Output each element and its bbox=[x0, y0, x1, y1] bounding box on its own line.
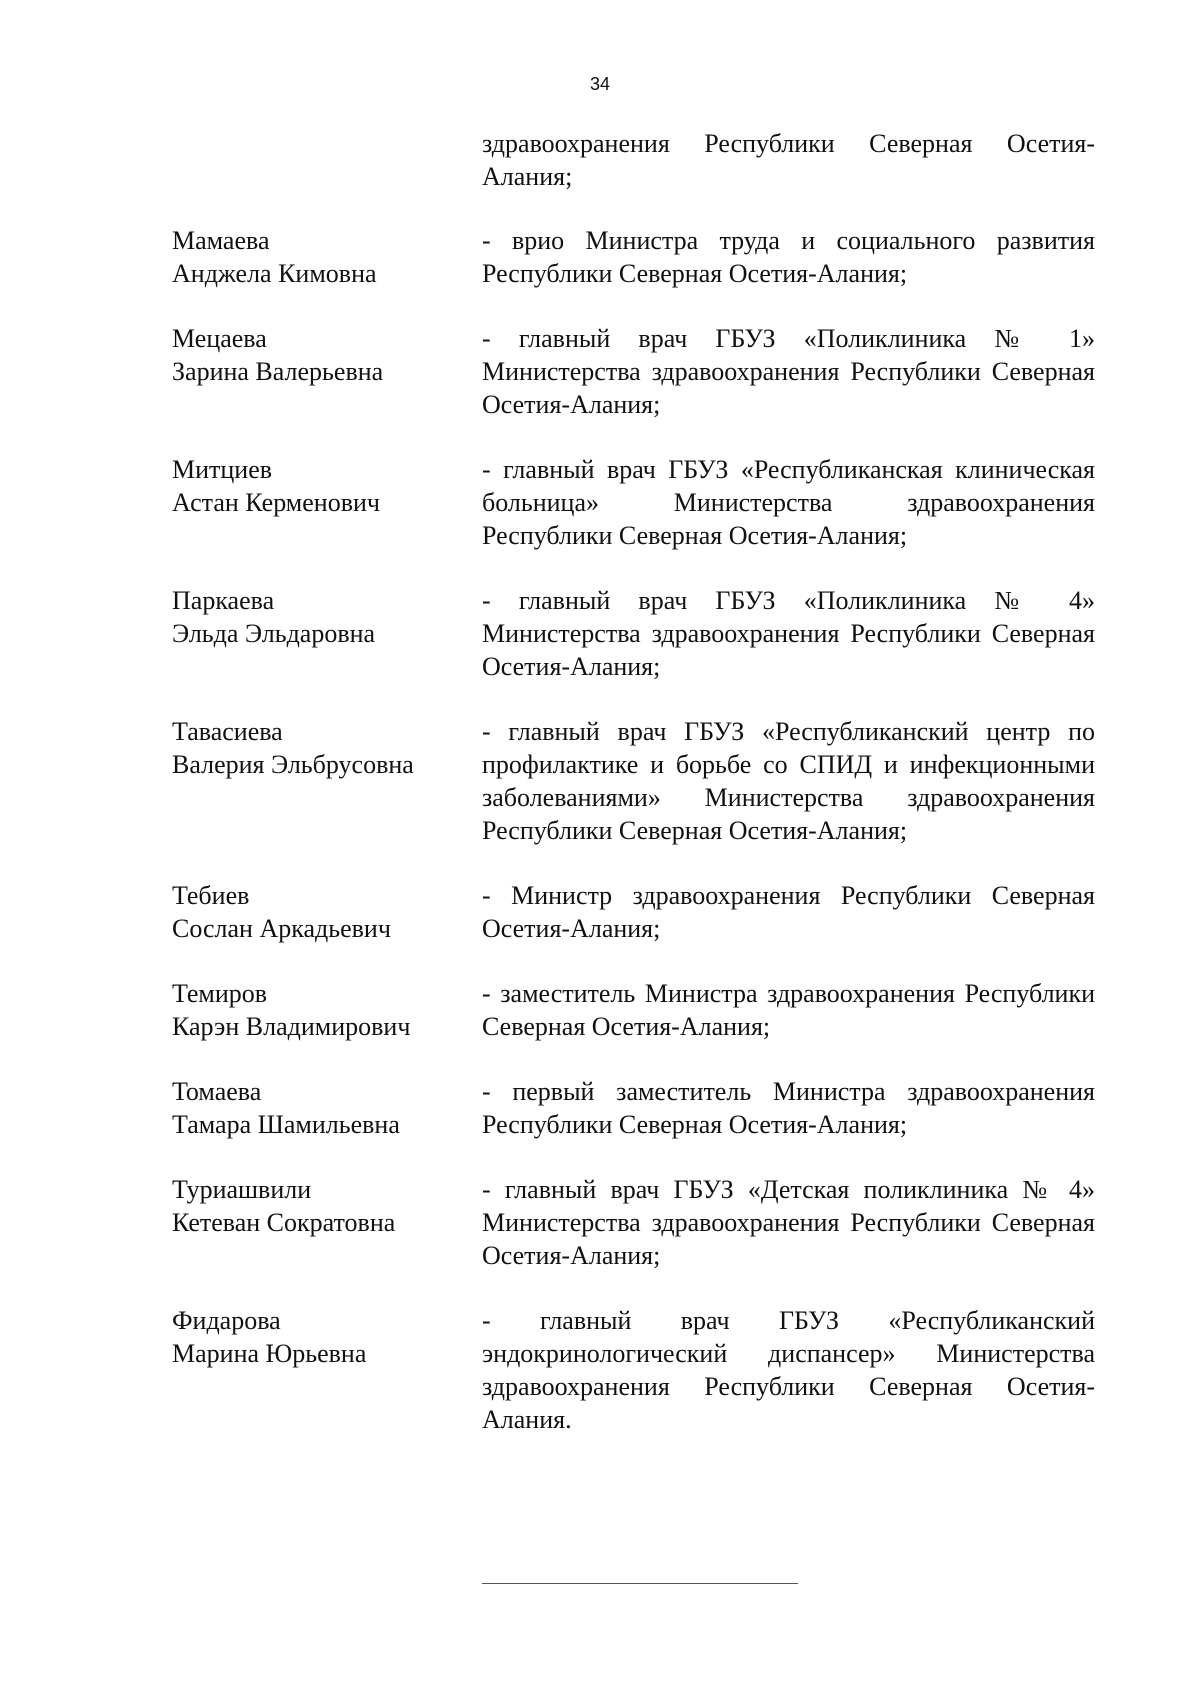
member-list bbox=[172, 224, 1095, 1468]
member-surname: Фидарова bbox=[172, 1306, 281, 1335]
member-name bbox=[172, 879, 482, 945]
page-number: 34 bbox=[589, 74, 611, 94]
member-name bbox=[172, 1173, 482, 1272]
continuation-text: здравоохранения Республики Северная Осетия-Алания; bbox=[482, 129, 1095, 191]
member-role: - главный врач ГБУЗ «Республиканский эндокринологический диспансер» Министерства здравоохранения Республики Северная Осетия-Алания. bbox=[482, 1306, 1095, 1434]
member-role: - первый заместитель Министра здравоохранения Республики Северная Осетия-Алания; bbox=[482, 1077, 1095, 1139]
member-entry bbox=[172, 224, 1095, 290]
member-given-name: Кетеван Сократовна bbox=[172, 1208, 396, 1237]
member-entry bbox=[172, 1304, 1095, 1436]
end-divider bbox=[482, 1583, 798, 1584]
member-given-name: Анджела Кимовна bbox=[172, 259, 377, 288]
member-entry bbox=[172, 879, 1095, 945]
member-surname: Митциев bbox=[172, 455, 273, 484]
member-entry bbox=[172, 715, 1095, 847]
member-role: - Министр здравоохранения Республики Северная Осетия-Алания; bbox=[482, 881, 1095, 943]
member-entry bbox=[172, 1173, 1095, 1272]
member-role: - главный врач ГБУЗ «Республиканский центр по профилактике и борьбе со СПИД и инфекционными заболеваниями» Министерства здравоохранения Республики Северная Осетия-Алания; bbox=[482, 717, 1095, 845]
member-role: - заместитель Министра здравоохранения Республики Северная Осетия-Алания; bbox=[482, 979, 1095, 1041]
member-name bbox=[172, 453, 482, 552]
member-name bbox=[172, 715, 482, 847]
member-surname: Тебиев bbox=[172, 881, 250, 910]
member-given-name: Астан Керменович bbox=[172, 488, 380, 517]
member-entry bbox=[172, 584, 1095, 683]
member-role: - главный врач ГБУЗ «Поликлиника № 4» Министерства здравоохранения Республики Северная Осетия-Алания; bbox=[482, 586, 1095, 681]
member-surname: Темиров bbox=[172, 979, 268, 1008]
member-name bbox=[172, 584, 482, 683]
member-entry bbox=[172, 1075, 1095, 1141]
member-name bbox=[172, 224, 482, 290]
member-role: - врио Министра труда и социального развития Республики Северная Осетия-Алания; bbox=[482, 226, 1095, 288]
member-name bbox=[172, 1304, 482, 1436]
member-entry bbox=[172, 453, 1095, 552]
member-surname: Паркаева bbox=[172, 586, 275, 615]
member-given-name: Сослан Аркадьевич bbox=[172, 914, 391, 943]
member-name bbox=[172, 1075, 482, 1141]
member-role: - главный врач ГБУЗ «Поликлиника № 1» Министерства здравоохранения Республики Северная Осетия-Алания; bbox=[482, 324, 1095, 419]
member-given-name: Эльда Эльдаровна bbox=[172, 619, 376, 648]
member-entry bbox=[172, 977, 1095, 1043]
member-given-name: Марина Юрьевна bbox=[172, 1339, 367, 1368]
member-given-name: Валерия Эльбрусовна bbox=[172, 750, 414, 779]
member-surname: Туриашвили bbox=[172, 1175, 312, 1204]
member-name bbox=[172, 322, 482, 421]
member-surname: Томаева bbox=[172, 1077, 262, 1106]
member-given-name: Тамара Шамильевна bbox=[172, 1110, 400, 1139]
member-name bbox=[172, 977, 482, 1043]
member-surname: Мецаева bbox=[172, 324, 267, 353]
member-surname: Мамаева bbox=[172, 226, 270, 255]
member-role: - главный врач ГБУЗ «Республиканская клиническая больница» Министерства здравоохранения Республики Северная Осетия-Алания; bbox=[482, 455, 1095, 550]
member-given-name: Зарина Валерьевна bbox=[172, 357, 384, 386]
member-role: - главный врач ГБУЗ «Детская поликлиника № 4» Министерства здравоохранения Республики Северная Осетия-Алания; bbox=[482, 1175, 1095, 1270]
member-surname: Тавасиева bbox=[172, 717, 283, 746]
member-entry bbox=[172, 322, 1095, 421]
member-given-name: Карэн Владимирович bbox=[172, 1012, 411, 1041]
